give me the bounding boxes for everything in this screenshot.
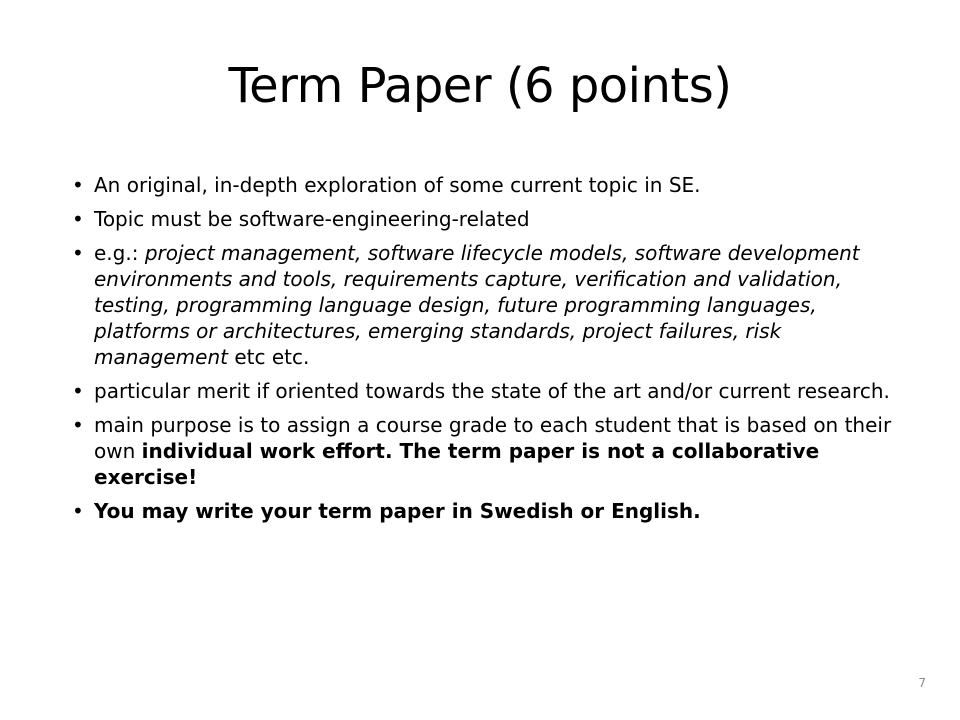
bullet-text-prefix: main purpose is to assign a course grade to each student that is based on their own: [94, 413, 892, 463]
bullet-icon: •: [72, 241, 84, 265]
bullet-icon: •: [72, 499, 84, 523]
topic-examples: project management, software lifecycle models, software development environments and tools, requirements capture, verification and validation, testing, programming language design, future programming languages, platforms or architectures, emerging standards, project failures, risk management: [94, 241, 860, 369]
bullet-text: particular merit if oriented towards the state of the art and/or current research.: [94, 379, 890, 403]
bullet-item-main-purpose: [72, 412, 912, 490]
bullet-icon: •: [72, 207, 84, 231]
bullet-text: Topic must be software-engineering-related: [94, 207, 530, 231]
bullet-list: [72, 172, 912, 532]
bullet-item-language: [72, 498, 912, 524]
bullet-icon: •: [72, 379, 84, 403]
individual-work-emphasis: individual work effort. The term paper is not a collaborative exercise!: [94, 439, 820, 489]
bullet-item-original-topic: [72, 172, 912, 198]
bullet-text: An original, in-depth exploration of some current topic in SE.: [94, 173, 701, 197]
slide-title: Term Paper (6 points): [228, 58, 732, 114]
bullet-item-se-related: [72, 206, 912, 232]
bullet-text-prefix: e.g.:: [94, 241, 145, 265]
bullet-item-particular-merit: [72, 378, 912, 404]
bullet-icon: •: [72, 173, 84, 197]
page-number: 7: [918, 676, 926, 690]
bullet-item-examples: [72, 240, 912, 370]
bullet-icon: •: [72, 413, 84, 437]
bullet-text-suffix: etc etc.: [227, 345, 310, 369]
language-note: You may write your term paper in Swedish or English.: [94, 499, 701, 523]
